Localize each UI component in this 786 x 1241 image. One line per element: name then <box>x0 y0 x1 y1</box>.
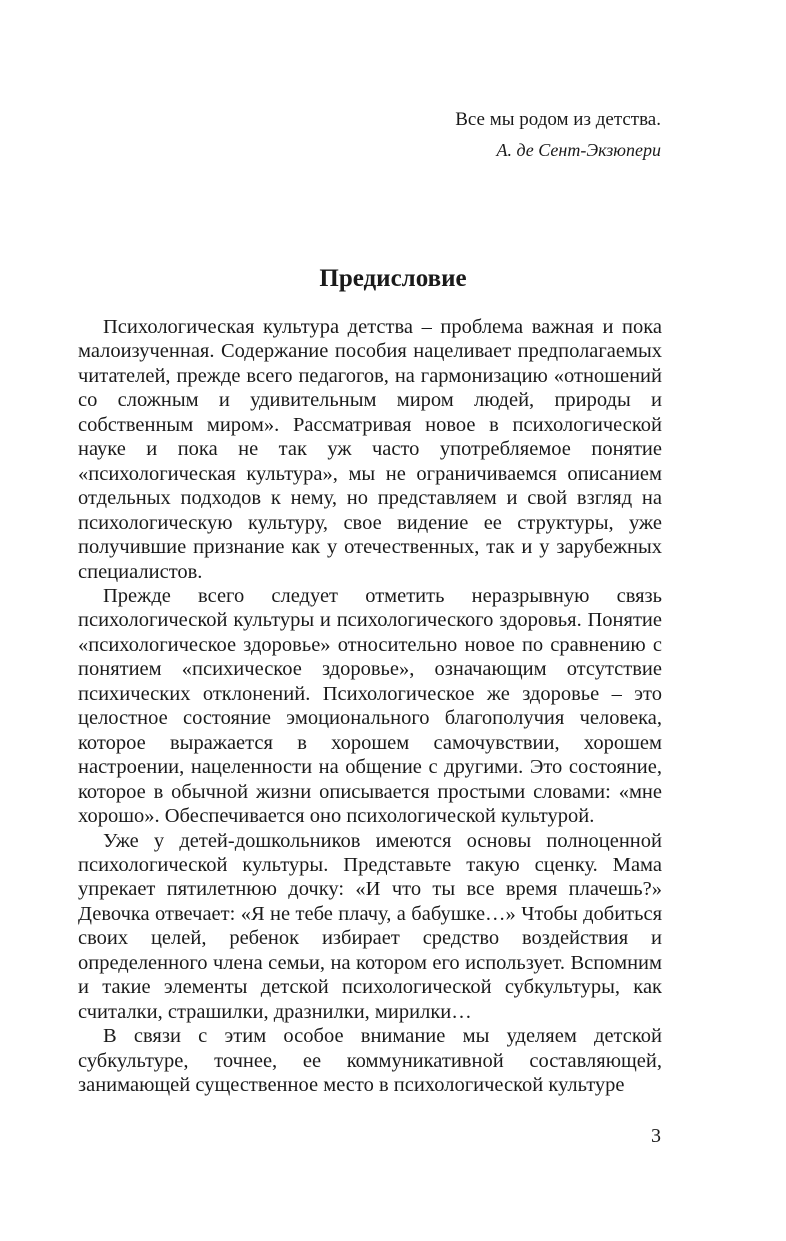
paragraph-1: Психологическая культура детства – проблема важная и пока малоизученная. Содержание пособия нацеливает предполагаемых читателей, прежде всего педагогов, на гармонизацию «отношений со сложным и удивительным миром людей, природы и собственным миром». Рассматривая новое в психологической науке и пока не так уж часто употребляемое понятие «психологическая культура», мы не ограничиваемся описанием отдельных подходов к нему, но представляем и свой взгляд на психологическую культуру, свое видение ее структуры, уже получившие признание как у отечественных, так и у зарубежных специалистов. <box>78 316 662 583</box>
body-text <box>78 315 662 1098</box>
epigraph-author: А. де Сент-Экзюпери <box>496 140 661 160</box>
epigraph-quote: Все мы родом из детства. <box>455 109 661 130</box>
page-number: 3 <box>651 1125 661 1147</box>
epigraph <box>455 106 661 163</box>
page-title: Предисловие <box>319 265 467 292</box>
paragraph-3: Уже у детей-дошкольников имеются основы полноценной психологической культуры. Представьте такую сценку. Мама упрекает пятилетнюю дочку: «И что ты все время плачешь?» Девочка отвечает: «Я не тебе плачу, а бабушке…» Чтобы добиться своих целей, ребенок избирает средство воздействия и определенного члена семьи, на котором его использует. Вспомним и такие элементы детской психологической субкультуры, как считалки, страшилки, дразнилки, мирилки… <box>78 829 662 1023</box>
paragraph-2: Прежде всего следует отметить неразрывную связь психологической культуры и психологического здоровья. Понятие «психологическое здоровье» относительно новое по сравнению с понятием «психическое здоровье», означающим отсутствие психических отклонений. Психологическое же здоровье – это целостное состояние эмоционального благополучия человека, которое выражается в хорошем самочувствии, хорошем настроении, нацеленности на общение с другими. Это состояние, которое в обычной жизни описывается простыми словами: «мне хорошо». Обеспечивается оно психологической культурой. <box>78 584 662 828</box>
paragraph-4: В связи с этим особое внимание мы уделяем детской субкультуре, точнее, ее коммуникативной составляющей, занимающей существенное место в психологической культуре <box>78 1025 662 1097</box>
